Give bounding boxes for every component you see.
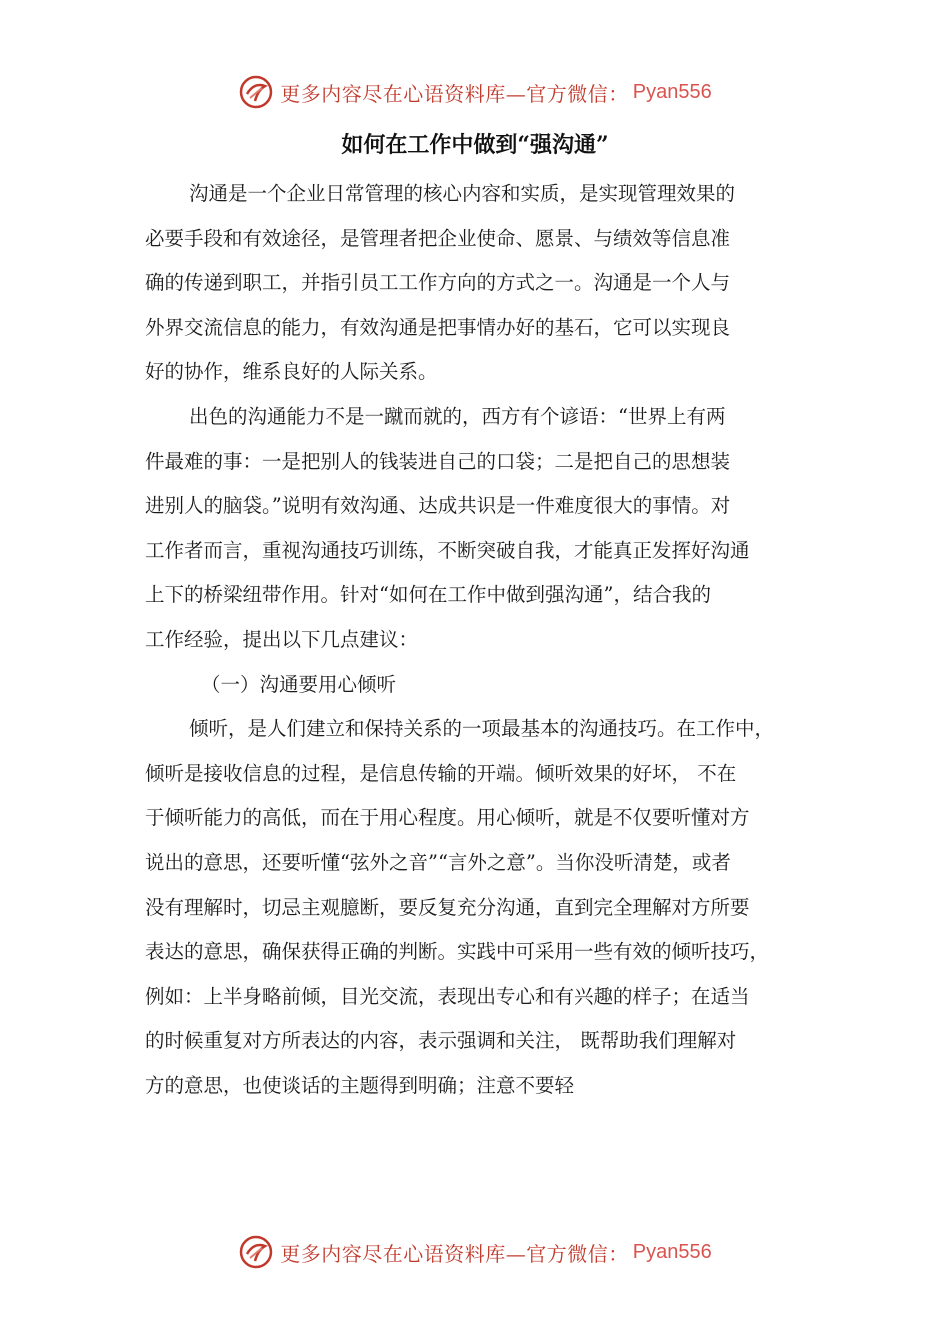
document-body xyxy=(145,172,815,1108)
body-line: 进别人的脑袋。”说明有效沟通、达成共识是一件难度很大的事情。对 xyxy=(145,494,731,518)
body-line: 倾听是接收信息的过程，是信息传输的开端。倾听效果的好坏， 不在 xyxy=(145,761,737,785)
body-line: 工作经验，提出以下几点建议： xyxy=(145,627,419,651)
body-line: 例如：上半身略前倾，目光交流，表现出专心和有兴趣的样子；在适当 xyxy=(145,984,750,1008)
body-line: 沟通是一个企业日常管理的核心内容和实质，是实现管理效果的 xyxy=(189,182,736,205)
body-line: 方的意思，也使谈话的主题得到明确；注意不要轻 xyxy=(145,1073,575,1097)
body-line: 确的传递到职工，并指引员工工作方向的方式之一。沟通是一个人与 xyxy=(145,271,731,295)
body-line: 工作者而言，重视沟通技巧训练，不断突破自我，才能真正发挥好沟通 xyxy=(145,538,750,562)
body-line: 倾听，是人们建立和保持关系的一项最基本的沟通技巧。在工作中， xyxy=(189,717,775,741)
body-line: 于倾听能力的高低，而在于用心程度。用心倾听，就是不仅要听懂对方 xyxy=(145,806,750,830)
body-line: 没有理解时，切忌主观臆断，要反复充分沟通，直到完全理解对方所要 xyxy=(145,895,750,919)
body-line: 上下的桥梁纽带作用。针对“如何在工作中做到强沟通”，结合我的 xyxy=(145,583,711,607)
body-line: 说出的意思，还要听懂“弦外之音”“言外之意”。当你没听清楚，或者 xyxy=(145,850,731,874)
body-line: 好的协作，维系良好的人际关系。 xyxy=(145,360,438,384)
footer-banner xyxy=(0,1232,950,1272)
body-line: 必要手段和有效途径，是管理者把企业使命、愿景、与绩效等信息准 xyxy=(145,226,731,250)
banner-text: 更多内容尽在心语资料库—官方微信： xyxy=(280,81,629,106)
header-banner xyxy=(0,72,950,112)
body-line: 的时候重复对方所表达的内容，表示强调和关注， 既帮助我们理解对 xyxy=(145,1029,737,1053)
banner-wechat-id: Pyan556 xyxy=(632,1240,712,1263)
body-line: 出色的沟通能力不是一蹴而就的，西方有个谚语：“世界上有两 xyxy=(189,404,726,428)
section-heading: （一）沟通要用心倾听 xyxy=(201,672,397,696)
document-title: 如何在工作中做到“强沟通” xyxy=(341,132,609,158)
banner-text: 更多内容尽在心语资料库—官方微信： xyxy=(280,1241,629,1266)
banner-wechat-id: Pyan556 xyxy=(632,80,712,103)
body-line: 件最难的事：一是把别人的钱装进自己的口袋；二是把自己的思想装 xyxy=(145,449,731,473)
body-line: 表达的意思，确保获得正确的判断。实践中可采用一些有效的倾听技巧， xyxy=(145,940,770,964)
logo-icon xyxy=(238,1234,274,1270)
body-line: 外界交流信息的能力，有效沟通是把事情办好的基石，它可以实现良 xyxy=(145,315,731,339)
logo-icon xyxy=(238,74,274,110)
